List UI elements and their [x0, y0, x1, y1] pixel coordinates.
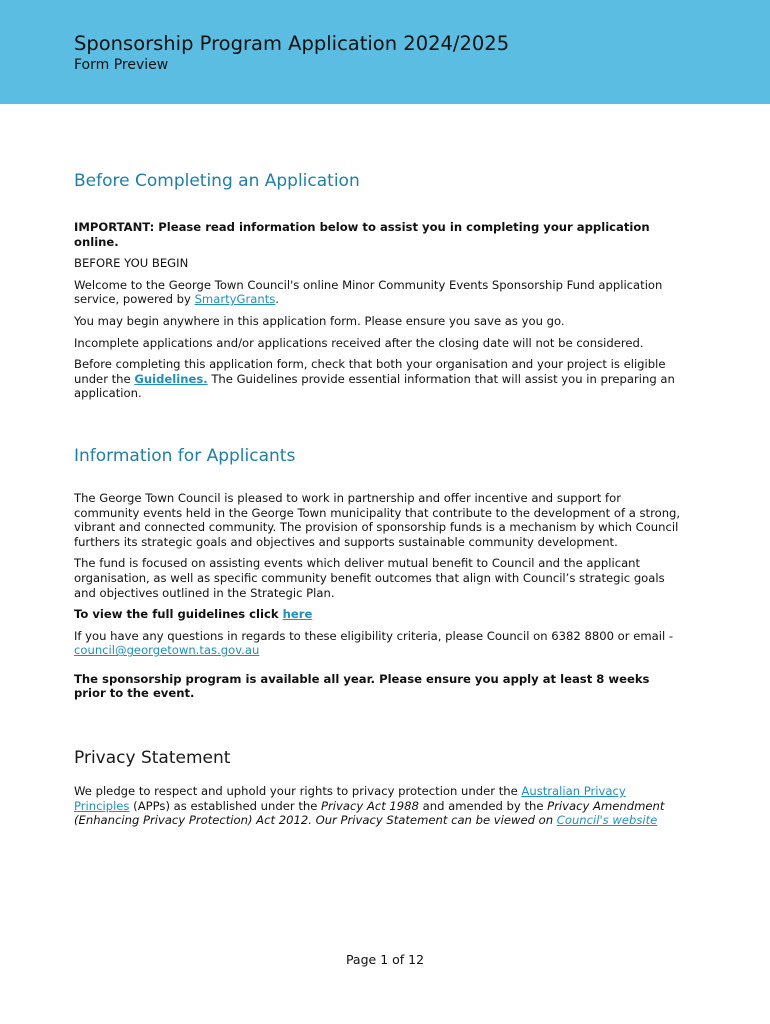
privacy-paragraph: We pledge to respect and uphold your rights to privacy protection under the Australian Privacy Principles (APPs) as established under the Privacy Act 1988 and amended by the Privacy Amendment (Enhancing Privacy Protection) Act 2012. Our Privacy Statement can be viewed on Council's website [74, 784, 665, 828]
form-content [74, 170, 684, 835]
info-section [74, 445, 684, 701]
before-section [74, 170, 684, 401]
begin-anywhere-paragraph: You may begin anywhere in this application form. Please ensure you save as you go. [74, 313, 565, 328]
privacy-section [74, 747, 684, 828]
here-link[interactable]: here [282, 607, 313, 622]
before-heading: Before Completing an Application [74, 171, 360, 191]
eligibility-paragraph: Before completing this application form, check that both your organisation and your project is eligible under the Guidelines. The Guidelines provide essential information that will assist you in preparing an application. [74, 357, 675, 401]
before-you-begin-label: BEFORE YOU BEGIN [74, 256, 189, 271]
welcome-paragraph: Welcome to the George Town Council's online Minor Community Events Sponsorship Fund application service, powered by SmartyGrants. [74, 277, 663, 307]
incomplete-paragraph: Incomplete applications and/or applications received after the closing date will not be considered. [74, 335, 644, 350]
form-title: Sponsorship Program Application 2024/2025 [74, 32, 510, 55]
form-subtitle: Form Preview [74, 57, 169, 73]
privacy-heading: Privacy Statement [74, 748, 231, 769]
guidelines-link[interactable]: Guidelines. [134, 371, 208, 386]
council-email-link[interactable]: council@georgetown.tas.gov.au [74, 643, 260, 658]
council-website-link[interactable]: Council's website [556, 813, 658, 828]
view-guidelines-paragraph: To view the full guidelines click here [74, 607, 313, 622]
page-header [0, 0, 770, 104]
info-heading: Information for Applicants [74, 445, 296, 466]
important-note: IMPORTANT: Please read information below to assist you in completing your application online. [74, 220, 650, 249]
info-paragraph-2: The fund is focused on assisting events which deliver mutual benefit to Council and the applicant organisation, as well as specific community benefit outcomes that align with Council’s strategic goals and objectives outlined in the Strategic Plan. [74, 556, 665, 600]
availability-note: The sponsorship program is available all year. Please ensure you apply at least 8 weeks prior to the event. [74, 671, 650, 701]
australian-privacy-principles-link[interactable]: Australian Privacy Principles [74, 784, 626, 813]
page-number: Page 1 of 12 [345, 952, 425, 967]
questions-paragraph: If you have any questions in regards to these eligibility criteria, please Council on 6382 8800 or email - council@georgetown.tas.gov.au [74, 628, 674, 658]
smartygrants-link[interactable]: SmartyGrants [194, 292, 276, 307]
info-paragraph-1: The George Town Council is pleased to work in partnership and offer incentive and support for community events held in the George Town municipality that contribute to the development of a strong, vibrant and connected community. The provision of sponsorship funds is a mechanism by which Council furthers its strategic goals and objectives and supports sustainable community development. [74, 490, 681, 549]
